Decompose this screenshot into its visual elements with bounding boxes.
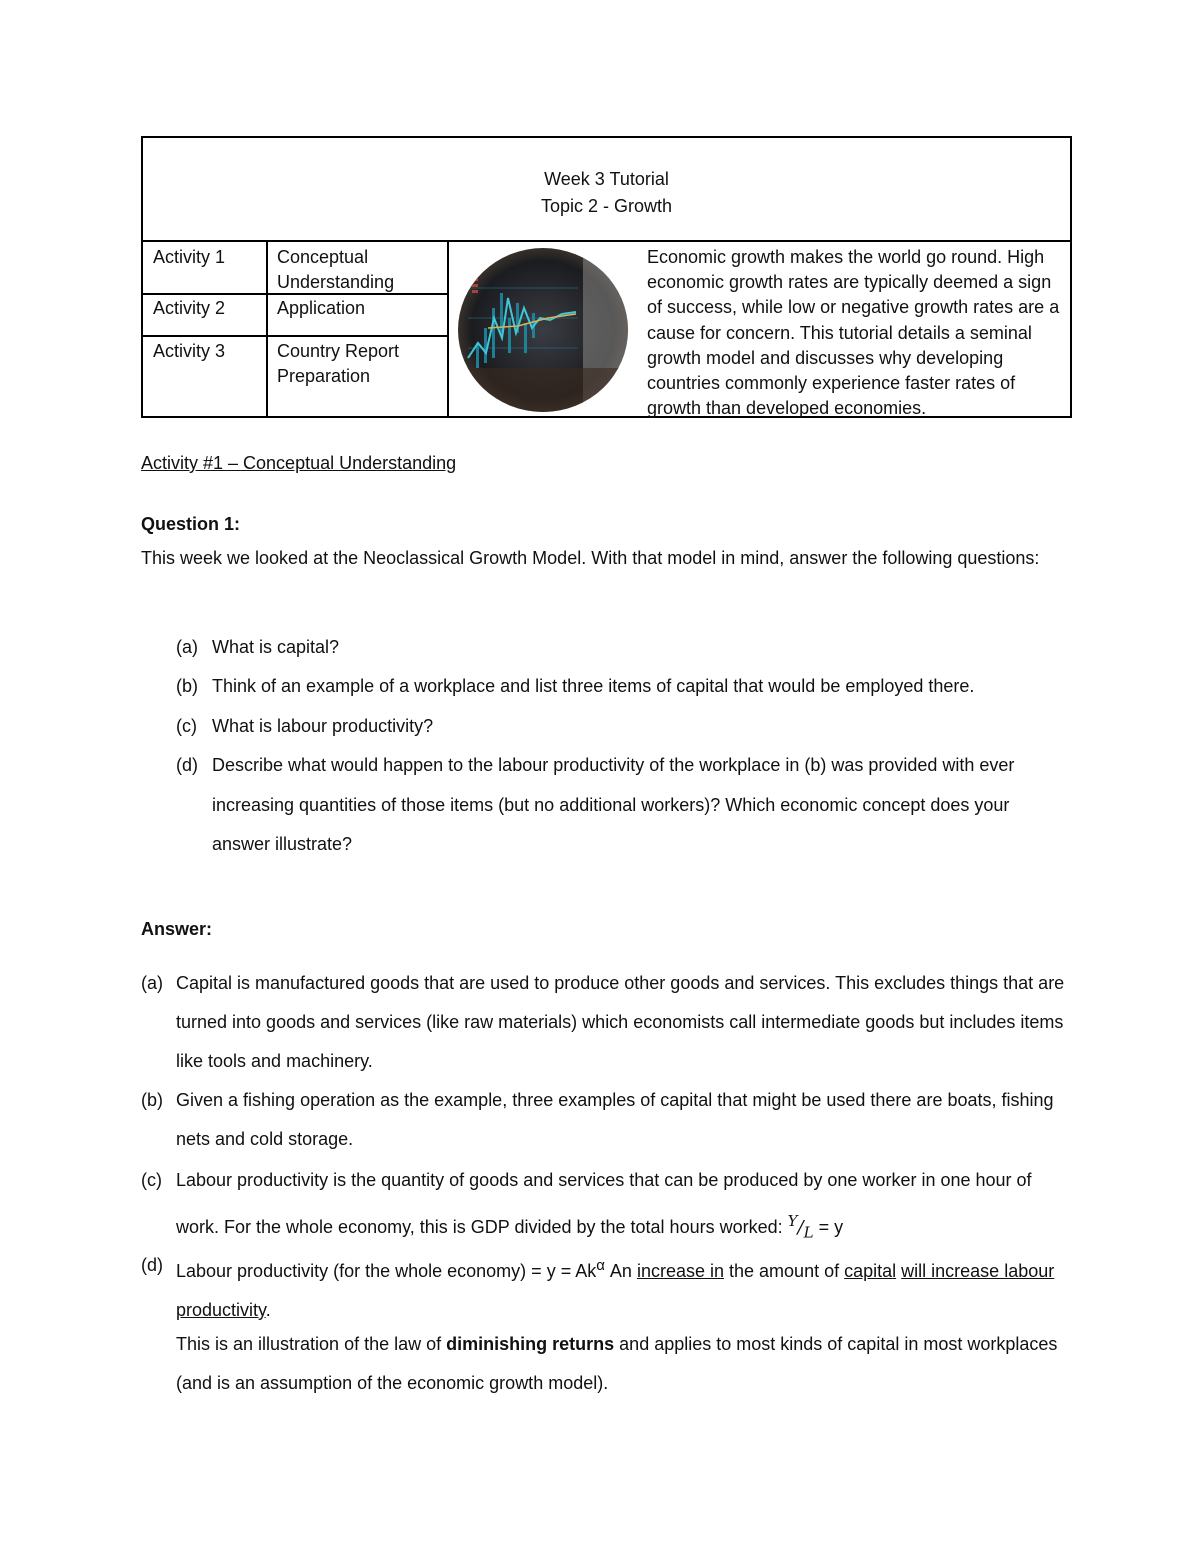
question-item-label: (c): [176, 716, 197, 736]
answer-item-text: [176, 1246, 1071, 1330]
activity-2-name: Application: [277, 298, 366, 318]
question-item-label: (b): [176, 676, 198, 696]
activity-2-label: Activity 2: [153, 298, 226, 318]
answer-label: Answer:: [141, 919, 213, 939]
alpha-exponent: α: [596, 1257, 605, 1274]
activity-3-label: Activity 3: [153, 341, 226, 361]
answer-d-underline-1: increase in: [636, 1261, 724, 1281]
productivity-fraction: $^Y/_L$: [787, 1212, 814, 1242]
activity-1-name: Conceptual Understanding: [277, 247, 395, 292]
answer-item-label: (a): [141, 973, 163, 993]
question-item-label: (d): [176, 755, 198, 775]
answer-d-underline-2: capital: [844, 1261, 897, 1281]
answer-item-b: [141, 1081, 1071, 1159]
answer-item-text: Given a fishing operation as the example, three examples of capital that might be used there are boats, fishing nets and cold storage.: [176, 1090, 1054, 1149]
answer-item-a: [141, 964, 1071, 1081]
fraction-result: = y: [818, 1217, 844, 1237]
answer-d2-post: and applies to most kinds of capital in most workplaces (and is an assumption of the economic growth model).: [176, 1334, 1058, 1393]
question-item-b: [176, 667, 1066, 707]
question-item-d: [176, 746, 1066, 865]
answer-item-d: [141, 1246, 1071, 1330]
question-item-a: [176, 628, 1066, 668]
answer-item-text-wrapper: [176, 1160, 1071, 1254]
header-title-cell: [143, 138, 1070, 242]
table-divider: [447, 242, 449, 416]
answer-d2-pre: This is an illustration of the law of: [176, 1334, 442, 1354]
activity-3-name: Country Report Preparation: [277, 341, 400, 386]
activity-1-label: Activity 1: [153, 247, 226, 267]
stock-chart-graphic: [458, 248, 628, 412]
productivity-formula: Labour productivity (for the whole economy) = y = Ak: [176, 1261, 597, 1281]
topic-title: Topic 2 - Growth: [540, 196, 673, 216]
answer-item-c: [141, 1160, 1071, 1254]
section-title: Activity #1 – Conceptual Understanding: [141, 453, 457, 473]
topic-summary: Economic growth makes the world go round. High economic growth rates are typically deemed a sign of success, while low or negative growth rates are a cause for concern. This tutorial details a seminal growth model and discusses why developing countries commonly experience faster rates of growth than developed economies.: [647, 247, 1060, 419]
answer-item-label: (b): [141, 1090, 163, 1110]
answer-item-d-continuation: [141, 1325, 1071, 1403]
question-item-c: [176, 707, 1066, 747]
table-divider: [143, 335, 448, 337]
question-item-text: Think of an example of a workplace and list three items of capital that would be employed there.: [212, 676, 975, 696]
answer-item-text: Capital is manufactured goods that are used to produce other goods and services. This excludes things that are turned into goods and services (like raw materials) which economists call intermediate goods but includes items like tools and machinery.: [176, 973, 1065, 1071]
fraction-denominator: L: [803, 1223, 814, 1242]
question-item-text: Describe what would happen to the labour productivity of the workplace in (b) was provided with ever increasing quantities of those items (but no additional workers)? Which economic concept does your answer illustrate?: [212, 755, 1015, 854]
question-item-text: What is labour productivity?: [212, 716, 434, 736]
week-title: Week 3 Tutorial: [544, 169, 669, 189]
header-table: [141, 136, 1072, 418]
answer-d-continuation-text: [176, 1325, 1071, 1403]
answer-item-label: (c): [141, 1170, 162, 1190]
table-divider: [266, 242, 268, 416]
question-intro: This week we looked at the Neoclassical Growth Model. With that model in mind, answer the following questions:: [141, 548, 1040, 568]
question-item-label: (a): [176, 637, 198, 657]
stock-chart-image: [458, 248, 628, 412]
answer-item-text: Labour productivity is the quantity of goods and services that can be produced by one worker in one hour of work. For the whole economy, this is GDP divided by the total hours worked:: [176, 1170, 1032, 1237]
fraction-numerator: Y: [787, 1212, 798, 1230]
answer-d-period: .: [265, 1300, 271, 1320]
diminishing-returns-term: diminishing returns: [446, 1334, 615, 1354]
question-label: Question 1:: [141, 514, 241, 534]
answer-item-label: (d): [141, 1255, 163, 1275]
answer-d-an: An: [609, 1261, 632, 1281]
question-item-text: What is capital?: [212, 637, 340, 657]
answer-d-mid: the amount of: [729, 1261, 840, 1281]
answer-d-underline-3: will increase labour productivity: [176, 1261, 1055, 1320]
